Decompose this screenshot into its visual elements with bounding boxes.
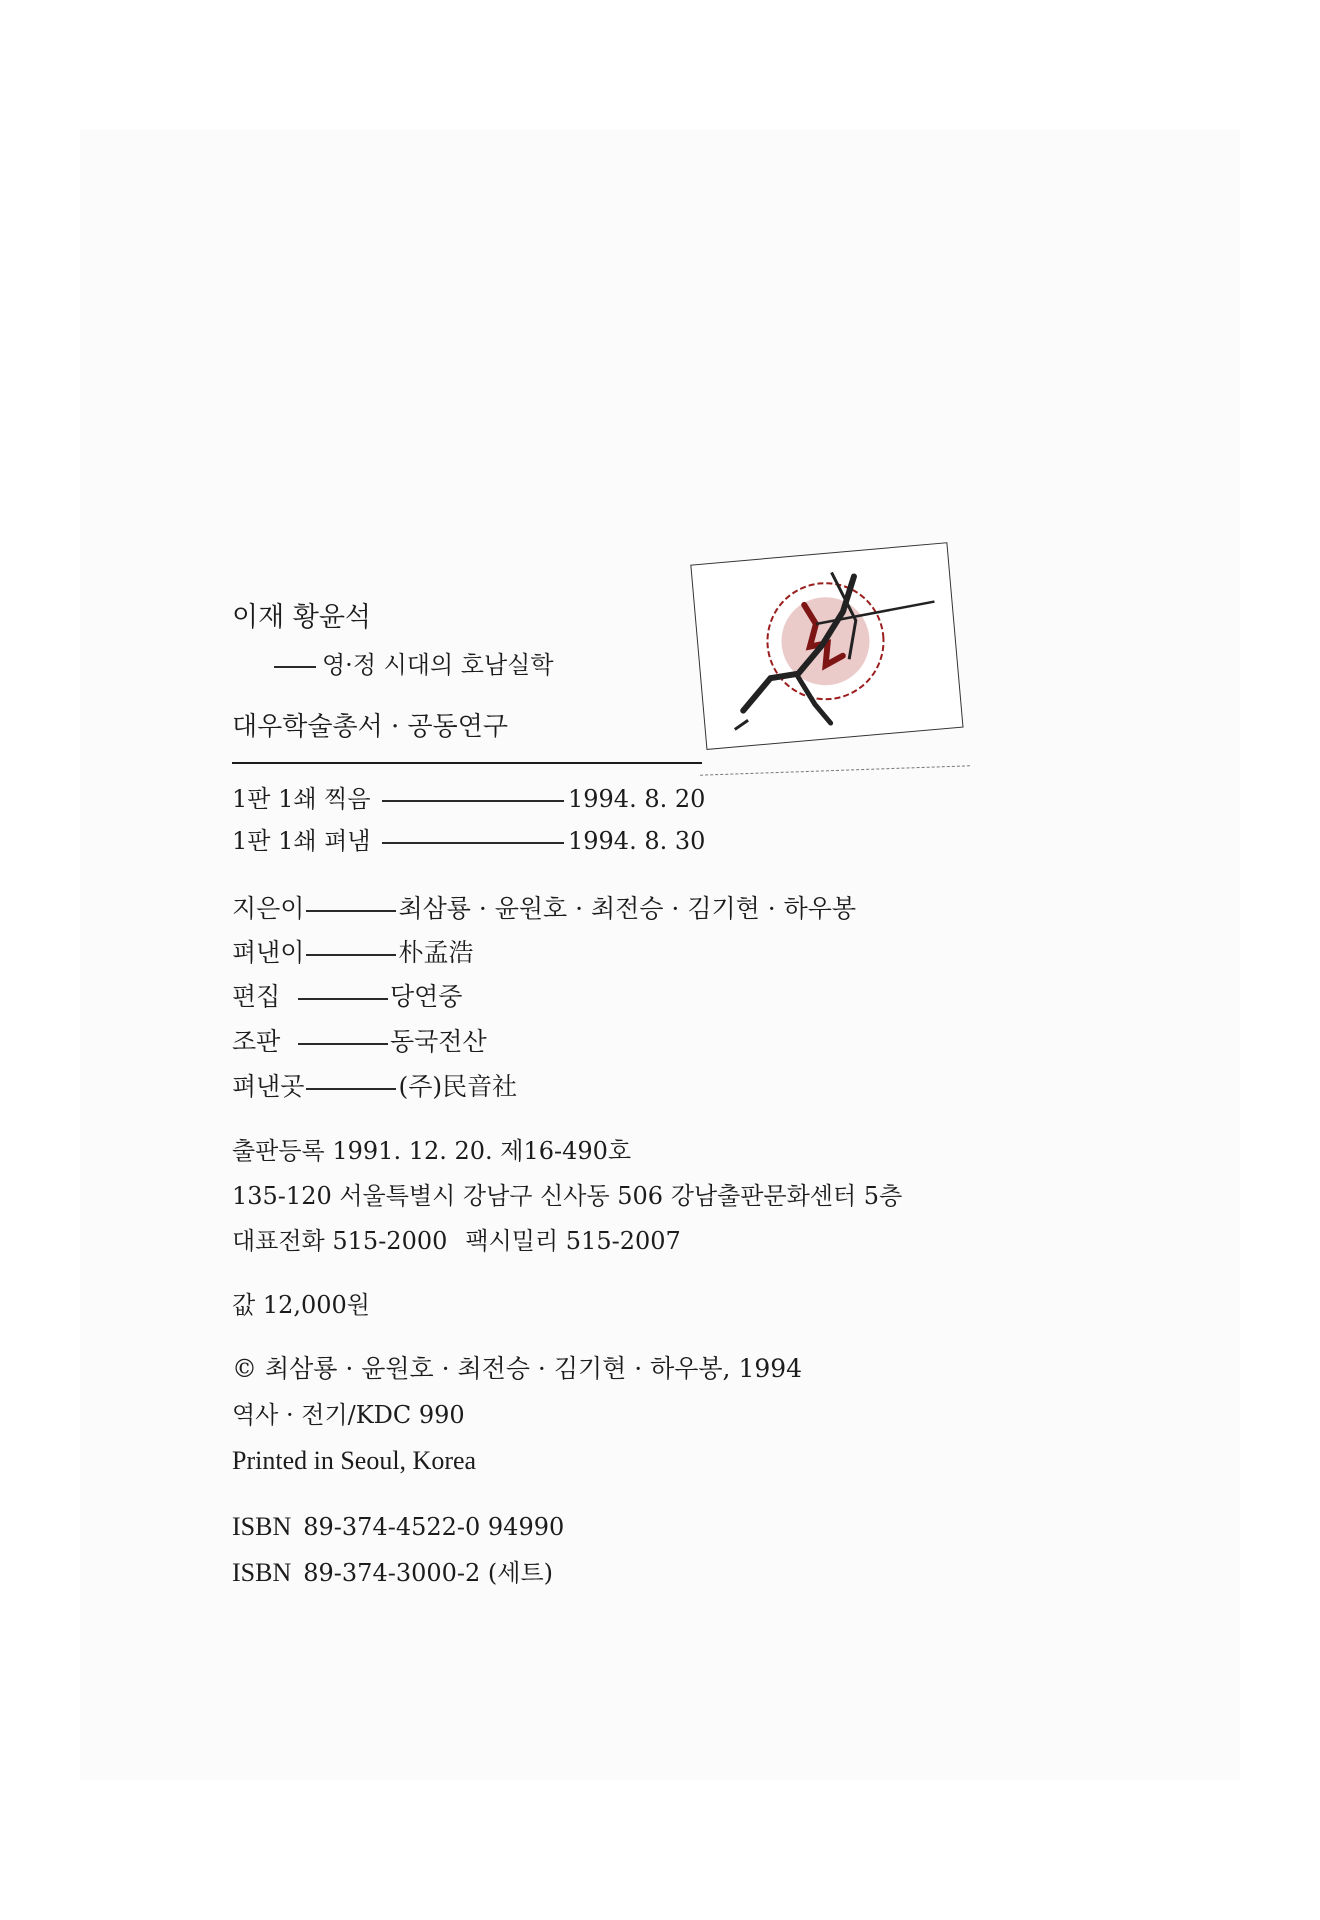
subtitle-text: 영·정 시대의 호남실학 — [322, 651, 554, 679]
edition-row — [232, 826, 705, 856]
isbn-value: 89-374-3000-2 (세트) — [303, 1559, 553, 1587]
leader-line — [298, 998, 388, 1000]
credit-typeset — [232, 1027, 487, 1057]
edition-row — [232, 784, 705, 814]
copyright: © 최삼룡 · 윤원호 · 최전승 · 김기현 · 하우봉, 1994 — [232, 1354, 803, 1383]
edition-date: 1994. 8. 30 — [568, 827, 706, 855]
credit-author — [232, 894, 856, 924]
registration: 출판등록 1991. 12. 20. 제16-490호 — [232, 1137, 632, 1165]
price: 값 12,000원 — [232, 1291, 370, 1319]
credit-value: (주)民音社 — [398, 1072, 518, 1101]
isbn-row — [232, 1512, 564, 1542]
signature-stroke — [734, 720, 749, 729]
classification: 역사 · 전기/KDC 990 — [232, 1401, 465, 1429]
divider-rule — [232, 762, 702, 764]
book-subtitle — [274, 650, 554, 680]
book-title: 이재 황윤석 — [232, 602, 371, 633]
credit-label: 편집 — [232, 982, 281, 1011]
series-name: 대우학술총서 · 공동연구 — [232, 712, 508, 742]
credit-label: 펴낸곳 — [232, 1072, 305, 1101]
fax-label: 팩시밀리 — [465, 1227, 559, 1255]
leader-line — [306, 954, 396, 956]
credit-label: 조판 — [232, 1027, 281, 1056]
edition-label: 1판 1쇄 찍음 — [232, 785, 371, 813]
credit-value: 당연중 — [390, 982, 463, 1011]
isbn-label: ISBN — [232, 1512, 292, 1541]
isbn-row — [232, 1558, 553, 1588]
isbn-value: 89-374-4522-0 94990 — [303, 1513, 565, 1541]
leader-line — [306, 1088, 396, 1090]
credit-value: 최삼룡 · 윤원호 · 최전승 · 김기현 · 하우봉 — [398, 894, 857, 923]
isbn-label: ISBN — [232, 1558, 292, 1587]
phone-label: 대표전화 — [232, 1227, 325, 1255]
seal-icon — [690, 542, 965, 752]
edition-date: 1994. 8. 20 — [568, 785, 706, 813]
fax-number: 515-2007 — [565, 1227, 681, 1255]
leader-line — [382, 842, 564, 844]
contact-numbers — [232, 1226, 681, 1256]
leader-line — [298, 1043, 388, 1045]
credit-value: 朴孟浩 — [398, 938, 474, 967]
credit-press — [232, 1072, 517, 1102]
credit-publisher — [232, 938, 473, 968]
subtitle-dash — [274, 666, 316, 668]
credit-editor — [232, 982, 462, 1012]
colophon — [232, 0, 1132, 1920]
address: 135-120 서울특별시 강남구 신사동 506 강남출판문화센터 5층 — [232, 1182, 903, 1210]
credit-label: 지은이 — [232, 894, 305, 923]
credit-label: 펴낸이 — [232, 938, 305, 967]
printed-in: Printed in Seoul, Korea — [232, 1446, 477, 1475]
credit-value: 동국전산 — [390, 1027, 487, 1056]
seal-stamp — [690, 542, 965, 752]
edition-label: 1판 1쇄 펴냄 — [232, 827, 371, 855]
leader-line — [306, 910, 396, 912]
phone-number: 515-2000 — [332, 1227, 448, 1255]
leader-line — [382, 800, 564, 802]
